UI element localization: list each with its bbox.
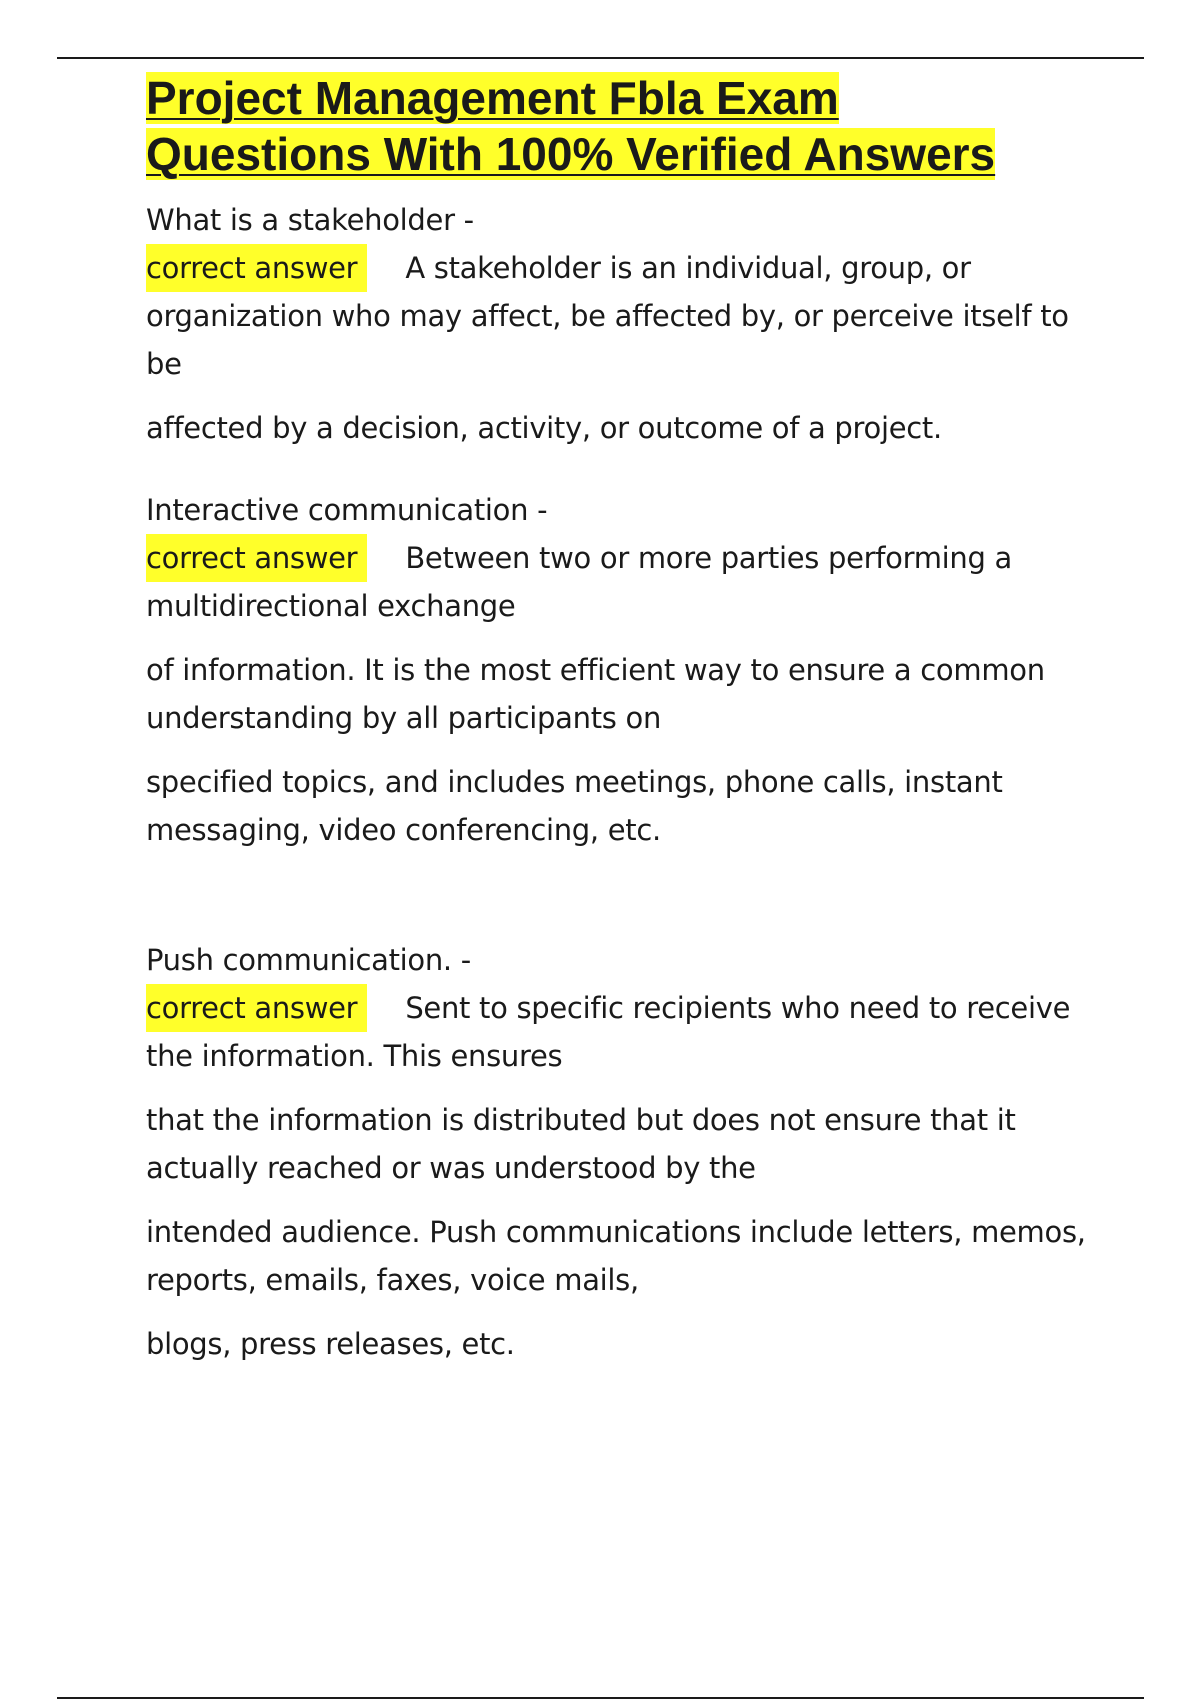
answer-paragraph <box>146 984 1106 1080</box>
qa-item-push-communication <box>146 936 1106 1368</box>
correct-answer-label: correct answer <box>146 984 367 1032</box>
question-text: Push communication. - <box>146 943 471 977</box>
answer-text: Between two or more parties performing a multidirectional exchange <box>146 541 1013 623</box>
answer-text: blogs, press releases, etc. <box>146 1327 515 1361</box>
title-line-1: Project Management Fbla Exam <box>146 72 839 124</box>
page-title <box>146 70 1146 182</box>
correct-answer-label: correct answer <box>146 534 367 582</box>
bottom-rule <box>57 1697 1144 1699</box>
correct-answer-label: correct answer <box>146 244 367 292</box>
answer-paragraph <box>146 244 1106 388</box>
answer-text: that the information is distributed but does not ensure that it actually reached or was understood by the <box>146 1103 1016 1185</box>
question-text: Interactive communication - <box>146 493 548 527</box>
title-line-2: Questions With 100% Verified Answers <box>146 128 996 180</box>
answer-text: specified topics, and includes meetings, phone calls, instant messaging, video conferencing, etc. <box>146 765 1003 847</box>
qa-item-stakeholder <box>146 196 1106 452</box>
qa-item-interactive-communication <box>146 486 1106 854</box>
answer-text: A stakeholder is an individual, group, or organization who may affect, be affected by, or perceive itself to be <box>146 251 1069 381</box>
answer-text: affected by a decision, activity, or outcome of a project. <box>146 411 942 445</box>
answer-text: of information. It is the most efficient way to ensure a common understanding by all participants on <box>146 653 1045 735</box>
top-rule <box>57 57 1144 59</box>
answer-paragraph <box>146 534 1106 630</box>
answer-text: intended audience. Push communications include letters, memos, reports, emails, faxes, voice mails, <box>146 1215 1086 1297</box>
question-text: What is a stakeholder - <box>146 203 474 237</box>
answer-text: Sent to specific recipients who need to receive the information. This ensures <box>146 991 1071 1073</box>
